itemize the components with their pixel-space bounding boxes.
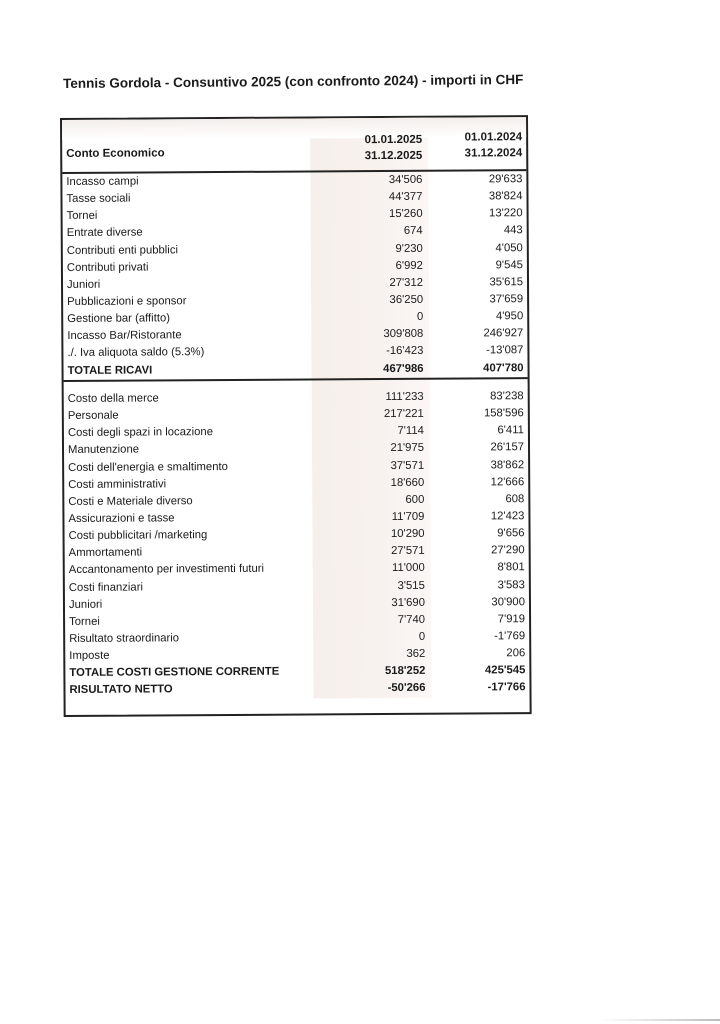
value-2025: 18'660 [390,476,425,489]
row-label: Tasse sociali [66,192,131,206]
period-2024-to: 31.12.2024 [464,147,523,160]
row-label: Costi dell'energia e smaltimento [68,460,228,474]
value-2024: 27'290 [491,544,525,557]
total-revenues-row [63,360,527,380]
row-label: ./. Iva aliquota saldo (5.3%) [67,346,205,360]
row-label: Costi pubblicitari /marketing [68,529,208,543]
value-2024: 4'950 [495,310,524,323]
value-2024: 12'666 [490,475,525,489]
income-statement-table [60,115,532,717]
period-2024-from: 01.01.2024 [464,131,523,144]
row-label: Accantonamento per investimenti futuri [68,563,265,577]
value-2025: -50'266 [387,682,426,695]
value-2025: 34'506 [388,173,423,186]
value-2025: 6'992 [395,259,423,272]
value-2025: -16'423 [386,345,424,358]
value-2024: 7'919 [497,612,526,626]
row-label: RISULTATO NETTO [69,683,173,697]
value-2025: 0 [416,310,424,323]
value-2024: 9'545 [495,258,523,272]
value-2024: 4'050 [495,241,523,254]
row-label: Juniori [66,278,101,291]
value-2024: 6'411 [497,424,524,437]
value-2024: -17'766 [487,681,526,694]
value-2024: 443 [503,224,523,237]
row-label: Gestione bar (affitto) [67,312,171,326]
value-2025: 467'986 [383,362,424,375]
value-2024: -1'769 [494,630,526,643]
value-2025: 518'252 [384,665,426,678]
value-2024: 12'423 [490,510,525,523]
value-2025: 27'312 [389,276,424,289]
scan-edge-artifact [600,1019,720,1021]
value-2025: 44'377 [388,190,423,204]
row-label: Contributi privati [66,261,149,274]
value-2024: 206 [506,647,526,660]
row-label: Entrate diverse [66,226,143,240]
row-label: Incasso Bar/Ristorante [67,329,182,343]
row-label: Costi amministrativi [68,478,167,491]
value-2024: 38'862 [490,458,525,471]
value-2025: 37'571 [390,459,425,472]
value-2025: 309'808 [383,328,424,341]
value-2025: 31'690 [391,596,426,609]
value-2024: -13'087 [486,344,524,357]
value-2024: 29'633 [488,173,523,186]
row-label: Incasso campi [66,175,139,188]
revenues-section [62,171,527,382]
value-2025: 3'515 [397,579,425,592]
value-2024: 246'927 [483,327,524,340]
value-2024: 26'157 [490,441,525,454]
value-2025: 15'260 [388,208,423,221]
value-2024: 30'900 [491,595,526,609]
row-label: Imposte [69,649,110,663]
value-2024: 83'238 [490,390,524,403]
row-label: Contributi enti pubblici [66,243,179,257]
value-2025: 7'740 [397,613,426,626]
row-label: Pubblicazioni e sponsor [67,295,187,308]
header-label: Conto Economico [66,147,165,160]
value-2024: 425'545 [484,664,526,677]
period-2025-from: 01.01.2025 [364,133,423,147]
table-header [62,117,526,174]
value-2024: 3'583 [497,578,525,591]
row-label: Costi e Materiale diverso [68,495,193,508]
value-2024: 9'656 [497,527,525,540]
net-result-row [65,680,529,700]
value-2025: 9'230 [395,242,423,255]
value-2025: 0 [418,630,426,643]
value-2024: 38'824 [488,190,523,203]
row-label: Manutenzione [67,443,140,457]
value-2024: 13'220 [488,207,523,220]
header-period-2024 [465,129,523,161]
row-label: TOTALE RICAVI [67,363,153,377]
value-2024: 8'801 [497,561,525,574]
value-2025: 674 [403,225,423,238]
row-label: Tornei [66,210,98,223]
row-label: Risultato straordinario [69,632,180,645]
value-2025: 11'709 [391,510,425,523]
row-label: Costi degli spazi in locazione [67,426,214,440]
value-2025: 36'250 [389,293,424,306]
value-2024: 158'596 [483,407,524,420]
row-label: TOTALE COSTI GESTIONE CORRENTE [69,665,280,680]
row-label: Juniori [68,598,103,611]
value-2025: 362 [406,647,426,661]
row-label: Costo della merce [67,392,159,405]
value-2024: 37'659 [489,293,524,306]
row-label: Ammortamenti [68,546,143,560]
value-2025: 27'571 [391,545,425,558]
value-2025: 10'290 [390,527,425,541]
row-label: Tornei [69,615,100,628]
costs-section [64,388,530,699]
value-2025: 7'114 [397,425,424,438]
row-label: Costi finanziari [68,581,143,594]
value-2024: 35'615 [489,276,524,289]
value-2025: 600 [405,493,425,506]
row-label: Personale [67,409,119,423]
row-label: Assicurazioni e tasse [68,512,175,525]
value-2025: 11'000 [391,562,425,575]
period-2025-to: 31.12.2025 [364,149,423,163]
document-title: Tennis Gordola - Consuntivo 2025 (con confronto 2024) - importi in CHF [63,71,524,91]
value-2024: 608 [505,493,525,506]
value-2025: 111'233 [385,390,424,404]
value-2024: 407'780 [483,361,524,374]
value-2025: 217'221 [383,407,424,421]
header-period-2025 [365,132,423,164]
value-2025: 21'975 [390,442,425,455]
